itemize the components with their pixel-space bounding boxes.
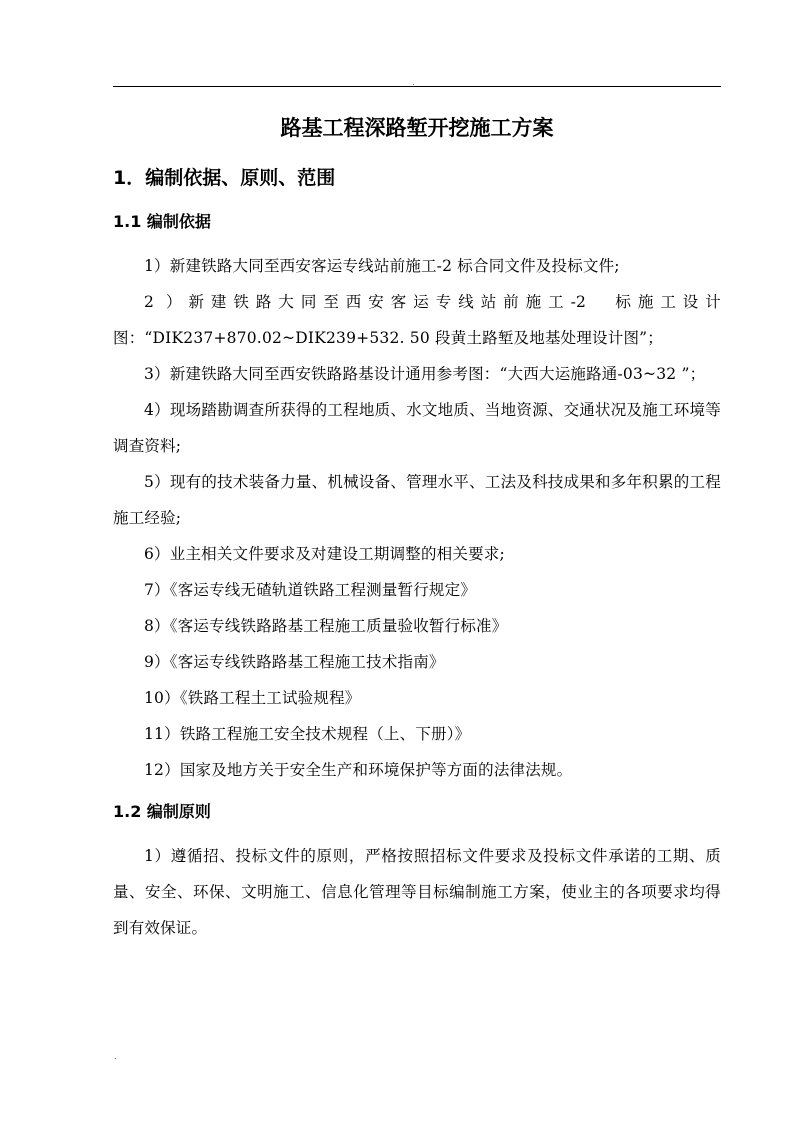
section-1-1-heading: 1.1 编制依据 — [113, 212, 211, 231]
basis-item-7: 7）《客运专线无碴轨道铁路工程测量暂行规定》 — [144, 581, 477, 599]
basis-item-6: 6）业主相关文件要求及对建设工期调整的相关要求; — [144, 545, 505, 563]
section-1-heading: 1．编制依据、原则、范围 — [113, 167, 336, 189]
basis-item-2: 2 ）新建铁路大同至西安客运专线站前施工-2 标施工设计图：“DIK237+870.02~DIK239+532. 50 段黄土路堑及地基处理设计图”； — [113, 293, 721, 347]
header-mark: . — [412, 78, 415, 87]
basis-item-5: 5）现有的技术装备力量、机械设备、管理水平、工法及科技成果和多年积累的工程施工经验; — [113, 473, 721, 527]
basis-item-11: 11）铁路工程施工安全技术规程（上、下册）》 — [144, 725, 471, 743]
basis-item-8: 8）《客运专线铁路路基工程施工质量验收暂行标准》 — [144, 617, 508, 635]
footer-mark: . — [114, 1052, 117, 1061]
basis-item-4: 4）现场踏勘调查所获得的工程地质、水文地质、当地资源、交通状况及施工环境等调查资料; — [113, 401, 721, 455]
basis-item-9: 9）《客运专线铁路路基工程施工技术指南》 — [144, 653, 445, 671]
header-rule — [113, 86, 721, 87]
document-body — [113, 112, 721, 946]
document-title: 路基工程深路堑开挖施工方案 — [280, 116, 554, 140]
basis-item-12: 12）国家及地方关于安全生产和环境保护等方面的法律法规。 — [144, 761, 573, 779]
basis-item-1: 1）新建铁路大同至西安客运专线站前施工-2 标合同文件及投标文件; — [144, 257, 620, 275]
basis-item-10: 10）《铁路工程土工试验规程》 — [144, 689, 361, 707]
principle-item-1: 1）遵循招、投标文件的原则，严格按照招标文件要求及投标文件承诺的工期、质量、安全、环保、文明施工、信息化管理等目标编制施工方案，使业主的各项要求均得到有效保证。 — [113, 847, 721, 937]
section-1-2-heading: 1.2 编制原则 — [113, 802, 211, 821]
basis-item-3: 3）新建铁路大同至西安铁路路基设计通用参考图：“大西大运施路通-03~32 ”； — [144, 365, 706, 383]
